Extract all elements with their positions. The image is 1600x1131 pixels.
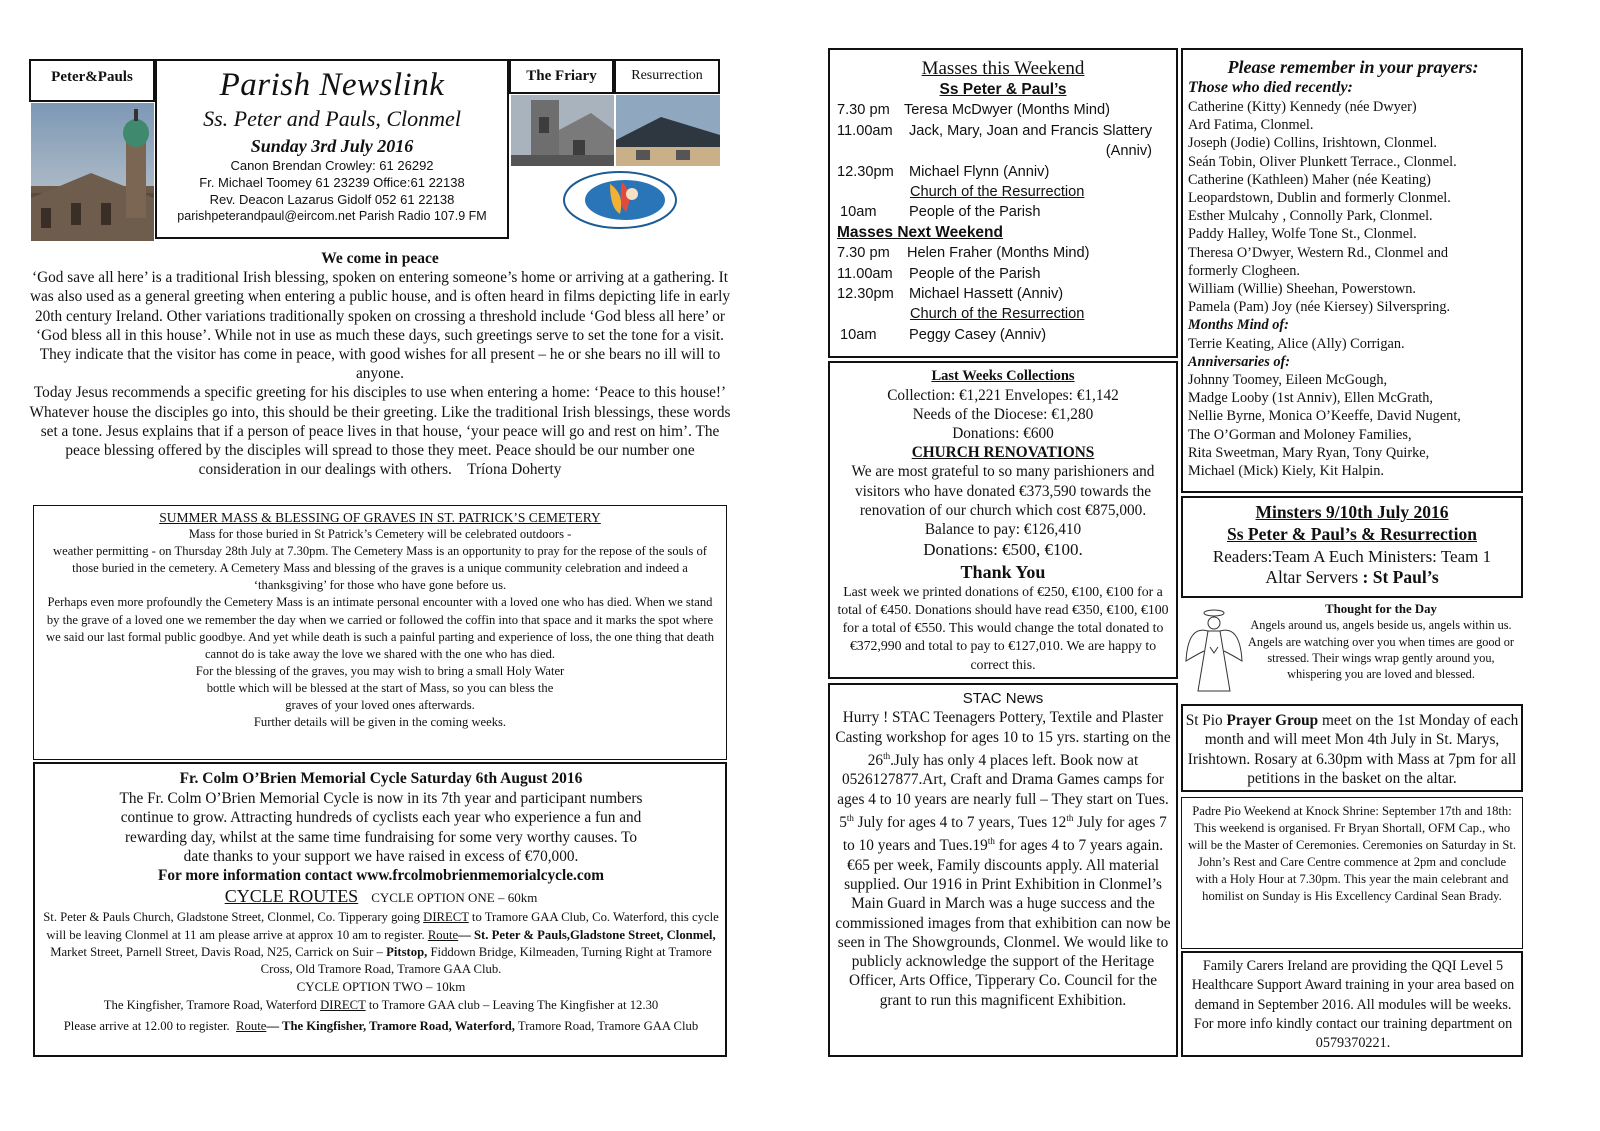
knock-shrine-box [1181, 797, 1523, 949]
mass-row [830, 202, 1176, 222]
church-photo-drawing [31, 103, 154, 241]
contact-curate: Fr. Michael Toomey 61 23239 Office:61 22138 [199, 175, 465, 190]
mass-intention: Teresa McDwyer (Months Mind) [904, 102, 1110, 119]
cycle-title: Fr. Colm O’Brien Memorial Cycle Saturday 6th August 2016 [179, 770, 583, 787]
cycle-one-route-rest: Market Street, Parnell Street, Davis Road, N25, Carrick on Suir – [50, 945, 383, 960]
cycle-one-direct: DIRECT [423, 910, 469, 925]
stac-text-c: July for ages 4 to 7 years, Tues 12 [853, 813, 1067, 831]
stac-news-box [828, 683, 1178, 1057]
church-photo-resurrection-drawing [616, 95, 720, 166]
cemetery-line-2: weather permitting - on Thursday 28th July at 7.30pm. The Cemetery Mass is an opportunity to pray for the repose of the souls of those buried in the cemetery. A Cemetery Mass and blessing of the graves is a unique community celebration and indeed a ‘thanksgiving’ for those who have gone before us. [53, 544, 707, 593]
died-item: Theresa O’Dwyer, Western Rd., Clonmel and [1188, 244, 1449, 261]
mass-intention: People of the Parish [909, 204, 1041, 221]
stac-title: STAC News [962, 690, 1044, 707]
mass-row [830, 121, 1176, 141]
tag-peter-pauls-label: Peter&Pauls [51, 69, 133, 85]
died-item: formerly Clogheen. [1188, 262, 1300, 279]
died-item: Pamela (Pam) Joy (née Kiersey) Silverspring. [1188, 299, 1451, 316]
peace-paragraph-2 [28, 383, 732, 479]
masses-sub-resurrection-next: Church of the Resurrection [910, 306, 1085, 323]
pio-prayer-group-box [1181, 704, 1523, 792]
mass-intention: Michael Flynn (Anniv) [909, 163, 1050, 180]
donations-correction: Last week we printed donations of €250, €100, €100 for a total of €450. Donations should have read €350, €100, €100 for a total of €550. This would change the total donated to €372,990 and total to pay to €127,010. We are happy to correct this. [837, 583, 1169, 672]
stac-sup-d: th [987, 836, 995, 847]
peace-author: Tríona Doherty [467, 461, 562, 479]
collections-line-1: Collection: €1,221 Envelopes: €1,142 [887, 387, 1119, 405]
cycle-two-route-end: Tramore Road, Tramore GAA Club [517, 1018, 699, 1033]
masthead-title: Parish Newslink [219, 67, 445, 103]
prayers-box [1181, 48, 1523, 493]
cycle-two-route-label: Route [236, 1018, 267, 1033]
thought-text: Angels around us, angels beside us, angels within us. Angels are watching over you when times are good or stressed. Their wings wrap gently around you, whispering you are loved and blessed. [1247, 618, 1514, 682]
mass-intention: Helen Fraher (Months Mind) [907, 245, 1090, 262]
mass-row [830, 141, 1176, 161]
prayers-title: Please remember in your prayers: [1227, 57, 1479, 77]
masses-title: Masses this Weekend [921, 58, 1085, 79]
died-item: Ard Fatima, Clonmel. [1188, 117, 1314, 134]
mass-time: 7.30 pm [837, 102, 890, 119]
died-item: Leopardstown, Dublin and formerly Clonmel. [1188, 190, 1451, 207]
cycle-one-pitstop: Pitstop, [386, 945, 428, 960]
cycle-one-route-bold: — St. Peter & Pauls,Gladstone Street, Clonmel, [458, 927, 716, 942]
died-item: William (Willie) Sheehan, Powerstown. [1188, 281, 1416, 298]
collections-line-3: Donations: €600 [952, 425, 1054, 443]
mercy-logo-icon [560, 170, 680, 230]
died-item: Joseph (Jodie) Collins, Irishtown, Clonmel. [1188, 135, 1437, 152]
family-carers-box [1181, 951, 1523, 1057]
cycle-one-route-end: Fiddown Bridge, Kilmeaden, Turning Right at Tramore Cross, Old Tramore Road, Tramore GAA Club. [260, 945, 712, 977]
mass-time: 11.00am [837, 122, 893, 139]
renovations-donations: Donations: €500, €100. [923, 539, 1083, 559]
tag-resurrection-label: Resurrection [631, 68, 703, 83]
masthead-subtitle: Ss. Peter and Pauls, Clonmel [203, 106, 461, 131]
mass-row [830, 284, 1176, 304]
stac-sup-b: th [846, 812, 854, 823]
months-mind-title: Months Mind of: [1188, 317, 1289, 334]
family-carers-text: Family Carers Ireland are providing the QQI Level 5 Healthcare Support Award training in your area based on demand in September 2016. All modules will be weeks. For more info kindly contact our training department on 0579370221. [1191, 958, 1515, 1052]
memorial-cycle-notice [33, 762, 727, 1057]
church-photo-peter-pauls [31, 103, 154, 241]
mass-row [830, 162, 1176, 182]
months-mind-names: Terrie Keating, Alice (Ally) Corrigan. [1188, 335, 1405, 352]
cycle-routes-heading [41, 885, 721, 909]
contact-deacon: Rev. Deacon Lazarus Gidolf 052 61 22138 [209, 192, 455, 207]
cemetery-line-3: Perhaps even more profoundly the Cemetery Mass is an intimate personal encounter with a loved one who has died. When we stand by the grave of a loved one we remember the day when we carried or followed the coffin into that space and it marks the spot where we said our last formal public goodbye. And yet while death is such a painful parting and experience of loss, the one thing that death cannot do is take away the love we shared with the one who has died. [46, 595, 714, 661]
prayers-died-title: Those who died recently: [1188, 79, 1353, 96]
ministers-title: Minsters 9/10th July 2016 [1255, 502, 1449, 522]
mass-time: 12.30pm [837, 163, 894, 180]
contact-email-radio: parishpeterandpaul@eircom.net Parish Radio 107.9 FM [177, 209, 487, 223]
died-item: Paddy Halley, Wolfe Tone St., Clonmel. [1188, 226, 1417, 243]
mass-time: 10am [840, 326, 877, 343]
died-item: Seán Tobin, Oliver Plunkett Terrace., Clonmel. [1188, 153, 1457, 170]
masthead-date: Sunday 3rd July 2016 [250, 136, 414, 156]
mercy-logo [560, 170, 680, 230]
stac-text-a: Hurry ! STAC Teenagers Pottery, Textile and Plaster Casting workshop for ages 10 to 15 yrs. starting on the 26 [835, 709, 1171, 769]
mass-row [830, 100, 1176, 120]
mass-intention: Jack, Mary, Joan and Francis Slattery [909, 122, 1153, 139]
tag-resurrection [614, 59, 720, 94]
peace-paragraph-2-text: Today Jesus recommends a specific greeting for his disciples to use when entering a home: ‘Peace to this house!’ Whatever house the disciples go into, this should be their greeting. Like the traditional Irish blessings, these words set a tone. Jesus explains that if a person of peace lives in that house, ‘your peace will go and rest on him’. The peace blessing offered by the disciples will spread to those they meet. Peace should be our number one consideration in our dealings with others. [29, 384, 731, 479]
tag-friary-label: The Friary [526, 68, 597, 84]
church-photo-friary [511, 95, 614, 166]
collections-box [828, 361, 1178, 679]
cycle-option-one-details [41, 909, 721, 978]
anniversary-item: The O’Gorman and Moloney Families, [1188, 426, 1412, 443]
masses-next-title: Masses Next Weekend [837, 223, 1003, 241]
anniversary-item: Michael (Mick) Kiely, Kit Halpin. [1188, 463, 1385, 480]
cycle-one-start: St. Peter & Pauls Church, Gladstone Street, Clonmel, Co. Tipperary going [43, 910, 420, 925]
renovations-text: We are most grateful to so many parishioners and visitors who have donated €373,590 towards the renovation of our church which cost €875,000. Balance to pay: €126,410 [851, 463, 1155, 538]
ministers-box [1181, 496, 1523, 598]
mass-intention: Michael Hassett (Anniv) [909, 286, 1064, 303]
cycle-option-two: CYCLE OPTION TWO – 10km [296, 978, 466, 994]
stac-text-b: .July has only 4 places left. Book now at 0526127877.Art, Craft and Drama Games camps for ages 4 to 10 years are nearly full – They start on Tues. 5 [837, 751, 1169, 831]
mass-intention: People of the Parish [909, 265, 1041, 282]
cycle-two-start: The Kingfisher, Tramore Road, Waterford [103, 997, 317, 1012]
anniversary-item: Nellie Byrne, Monica O’Keeffe, David Nugent, [1188, 408, 1461, 425]
altar-servers-label: Altar Servers [1265, 567, 1359, 588]
anniversary-item: Rita Sweetman, Mary Ryan, Tony Quirke, [1188, 444, 1430, 461]
cycle-two-desc: to Tramore GAA club – Leaving The Kingfisher at 12.30 [368, 997, 659, 1012]
cycle-option-two-details [41, 995, 721, 1037]
mass-row [830, 243, 1176, 263]
stac-sup-a: th [883, 750, 891, 761]
pio-details: meet on the 1st Monday of each month and will meet Mon 4th July in St. Marys, Irishtown. Rosary at 6.30pm with Mass at 7pm for all petitions in the basket on the altar. [1187, 712, 1519, 787]
ministers-subtitle: Ss Peter & Paul’s & Resurrection [1227, 523, 1477, 544]
stac-text [833, 708, 1173, 1010]
died-item: Esther Mulcahy , Connolly Park, Clonmel. [1188, 208, 1433, 225]
church-photo-friary-drawing [511, 95, 614, 166]
anniversary-item: Johnny Toomey, Eileen McGough, [1188, 372, 1388, 389]
tag-friary [509, 59, 614, 94]
cycle-contact: For more information contact www.frcolmobrienmemorialcycle.com [157, 867, 605, 885]
cemetery-notice [33, 505, 727, 760]
renovations-thanks: Thank You [960, 561, 1046, 582]
cycle-two-route-bold: — The Kingfisher, Tramore Road, Waterford, [266, 1018, 515, 1033]
cycle-intro: The Fr. Colm O’Brien Memorial Cycle is now in its 7th year and participant numbers continue to grow. Attracting hundreds of cyclists each year who experience a fun and rewarding day, whilst at the same time fundraising for some very worthy causes. To date thanks to your support we have raised in excess of €70,000. [119, 790, 643, 865]
anniversary-item: Madge Looby (1st Anniv), Ellen McGrath, [1188, 390, 1433, 407]
altar-servers-value: : St Paul’s [1362, 567, 1439, 588]
masses-box [828, 48, 1178, 358]
pio-lead: St Pio [1185, 712, 1223, 729]
collections-title: Last Weeks Collections [931, 368, 1075, 384]
contact-priest: Canon Brendan Crowley: 61 26292 [230, 158, 434, 173]
cemetery-line-5: Further details will be given in the coming weeks. [253, 715, 507, 730]
thought-title: Thought for the Day [1325, 602, 1437, 616]
peace-paragraph-1: ‘God save all here’ is a traditional Irish blessing, spoken on entering someone’s home or arriving at a gathering. It was also used as a general greeting when entering a public house, and is often heard in films depicting life in early 20th century Ireland. Other variations traditionally spoken on crossing a threshold include ‘God bless all here’ or ‘God bless all in this house’. While not in use as much these days, such greetings serve to set the tone for a visit. They indicate that the visitor has come in peace, with good wishes for all present – he or she bears no ill will to anyone. [29, 269, 731, 383]
mass-intention: Peggy Casey (Anniv) [909, 326, 1047, 343]
knock-text: Padre Pio Weekend at Knock Shrine: September 17th and 18th: This weekend is organised. Fr Bryan Shortall, OFM Cap., who will be the Master of Ceremonies. Ceremonies on Saturday in St. John’s Rest and Care Centre commence at 2pm and conclude with a Holy Hour at 7.30pm. This year the main celebrant and homilist on Sunday is His Excellency Cardinal Sean Brady. [1187, 804, 1517, 904]
stac-text-d: July for ages 7 to 10 years and Tues.19 [842, 813, 1167, 855]
peace-article [28, 249, 732, 479]
collections-line-2: Needs of the Diocese: €1,280 [912, 406, 1094, 424]
cemetery-title: SUMMER MASS & BLESSING OF GRAVES IN ST. PATRICK’S CEMETERY [159, 510, 601, 525]
cemetery-line-1: Mass for those buried in St Patrick’s Cemetery will be celebrated outdoors - [188, 527, 572, 542]
angel-icon [1184, 607, 1244, 693]
ministers-line-1: Readers:Team A Euch Ministers: Team 1 [1212, 546, 1492, 566]
masses-sub-resurrection: Church of the Resurrection [910, 184, 1085, 201]
cycle-two-direct: DIRECT [320, 997, 366, 1012]
cycle-one-route-label: Route [427, 927, 459, 942]
cycle-routes-title: CYCLE ROUTES [224, 886, 359, 907]
died-item: Catherine (Kitty) Kennedy (née Dwyer) [1188, 99, 1417, 115]
ministers-line-2 [1185, 567, 1519, 589]
pio-group-name: Prayer Group [1226, 712, 1319, 729]
mass-time: 11.00am [837, 265, 893, 282]
stac-sup-c: th [1066, 812, 1074, 823]
thought-box [1181, 601, 1523, 699]
mass-time: 7.30 pm [837, 245, 890, 262]
cycle-option-one: CYCLE OPTION ONE – 60km [371, 890, 538, 906]
mass-row [830, 325, 1176, 345]
masses-sub-ss-peter-paul: Ss Peter & Paul’s [939, 81, 1067, 98]
mass-time: 12.30pm [837, 286, 894, 303]
renovations-title: CHURCH RENOVATIONS [911, 444, 1095, 462]
tag-peter-pauls [29, 59, 155, 102]
mass-intention-cont: (Anniv) [1105, 143, 1152, 160]
cycle-one-desc: to Tramore GAA Club, Co. Waterford, this cycle will be leaving Clonmel at 11 am please arrive at approx 10 am to register. [46, 910, 719, 942]
cemetery-line-4: For the blessing of the graves, you may wish to bring a small Holy Water bottle which will be blessed at the start of Mass, so you can bless the graves of your loved ones afterwards. [195, 663, 565, 713]
church-photo-resurrection [616, 95, 720, 166]
died-item: Catherine (Kathleen) Maher (née Keating) [1188, 171, 1431, 188]
stac-text-e: for ages 4 to 7 years again. €65 per week, Family discounts apply. All material supplied. Our 1916 in Print Exhibition in Clonmel’s Main Guard in March was a huge success and the commissioned images from that exhibition can now be seen in The Showgrounds, Clonmel. We would like to publicly acknowledge the support of the Heritage Officer, Arts Office, Tipperary Co. Council for the grant to run this magnificent Exhibition. [835, 837, 1171, 1009]
mass-row [830, 264, 1176, 284]
mass-time: 10am [840, 204, 877, 221]
anniversaries-title: Anniversaries of: [1188, 353, 1291, 370]
cycle-two-register: Please arrive at 12.00 to register. [63, 1018, 230, 1033]
masthead [155, 59, 509, 239]
peace-title: We come in peace [321, 250, 439, 267]
